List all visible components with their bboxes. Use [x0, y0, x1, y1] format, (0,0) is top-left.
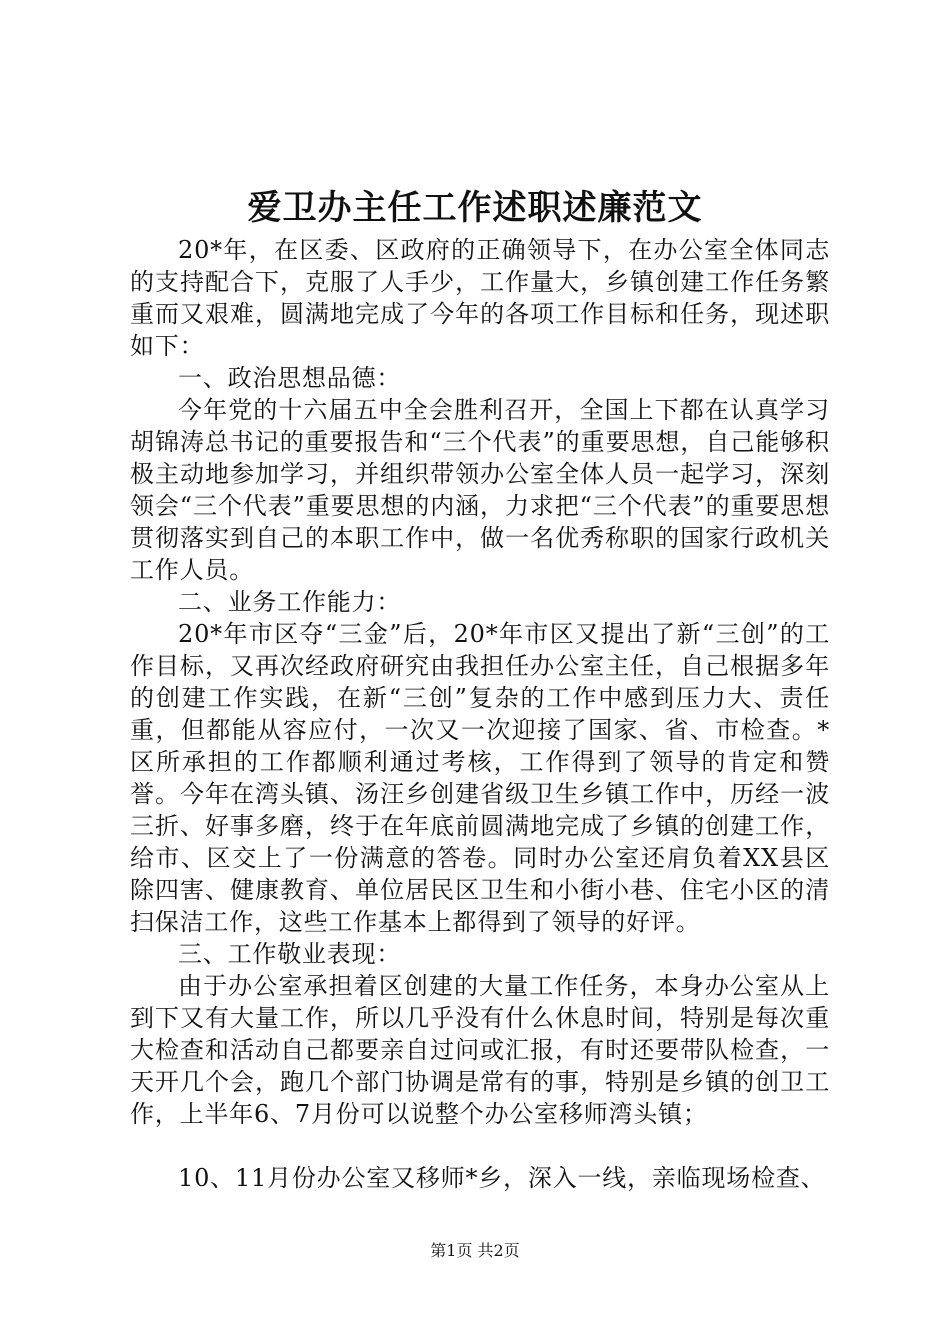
paragraph-continued: 10、11月份办公室又移师*乡，深入一线，亲临现场检查、	[178, 1164, 826, 1192]
section-heading-political: 一、政治思想品德：	[178, 364, 402, 392]
paragraph-political: 今年党的十六届五中全会胜利召开，全国上下都在认真学习胡锦涛总书记的重要报告和“三个代表”的重要思想，自己能够积极主动地参加学习，并组织带领办公室全体人员一起学习，深刻领会“三个代表”重要思想的内涵，力求把“三个代表”的重要思想贯彻落实到自己的本职工作中，做一名优秀称职的国家行政机关工作人员。	[130, 396, 830, 584]
paragraph-intro: 20*年，在区委、区政府的正确领导下，在办公室全体同志的支持配合下，克服了人手少，工作量大，乡镇创建工作任务繁重而又艰难，圆满地完成了今年的各项工作目标和任务，现述职如下：	[130, 236, 830, 360]
paragraph-dedication: 由于办公室承担着区创建的大量工作任务，本身办公室从上到下又有大量工作，所以几乎没有什么休息时间，特别是每次重大检查和活动自己都要亲自过问或汇报，有时还要带队检查，一天开几个会，跑几个部门协调是常有的事，特别是乡镇的创卫工作，上半年6、7月份可以说整个办公室移师湾头镇；	[130, 972, 830, 1128]
document-title: 爱卫办主任工作述职述廉范文	[247, 188, 703, 228]
paragraph-ability: 20*年市区夺“三金”后，20*年市区又提出了新“三创”的工作目标，又再次经政府研究由我担任办公室主任，自己根据多年的创建工作实践，在新“三创”复杂的工作中感到压力大、责任重，但都能从容应付，一次又一次迎接了国家、省、市检查。*区所承担的工作都顺利通过考核，工作得到了领导的肯定和赞誉。今年在湾头镇、汤汪乡创建省级卫生乡镇工作中，历经一波三折、好事多磨，终于在年底前圆满地完成了乡镇的创建工作，给市、区交上了一份满意的答卷。同时办公室还肩负着XX县区除四害、健康教育、单位居民区卫生和小街小巷、住宅小区的清扫保洁工作，这些工作基本上都得到了领导的好评。	[130, 620, 830, 936]
section-heading-ability: 二、业务工作能力：	[178, 588, 402, 616]
document-body	[130, 234, 830, 1194]
section-heading-dedication: 三、工作敬业表现：	[178, 940, 402, 968]
page-footer: 第1页 共2页	[430, 1241, 520, 1260]
